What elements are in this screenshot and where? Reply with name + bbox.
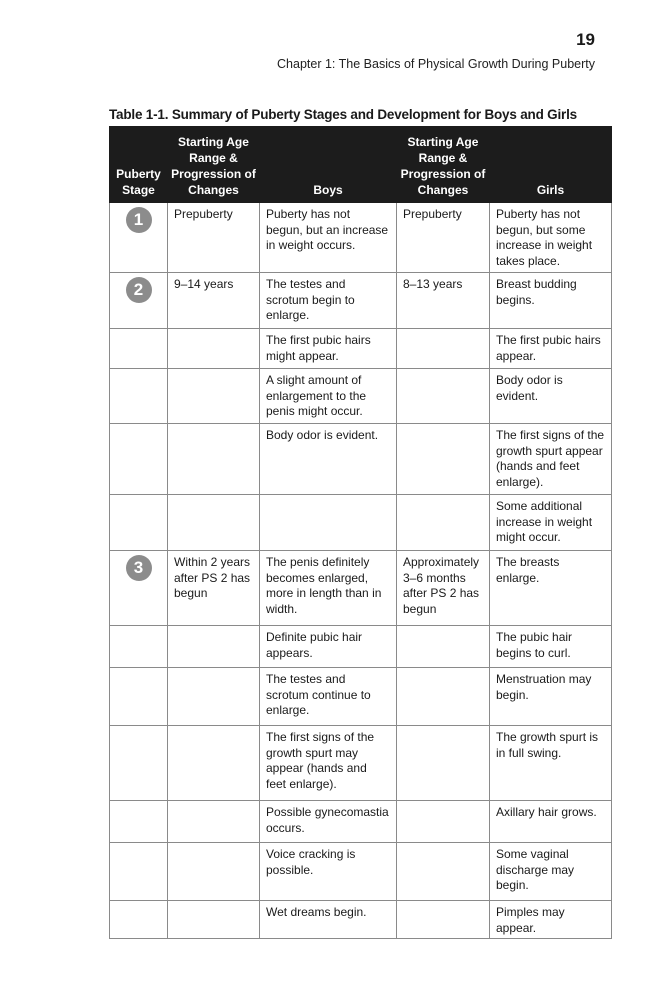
table-row bbox=[110, 626, 612, 668]
table-row bbox=[110, 495, 612, 551]
cell-girls-age bbox=[397, 801, 490, 843]
cell-girls-age bbox=[397, 626, 490, 668]
page-number: 19 bbox=[576, 30, 595, 49]
cell-girls: Body odor is evident. bbox=[490, 369, 612, 424]
stage-number-badge: 3 bbox=[126, 555, 152, 581]
table-row bbox=[110, 551, 612, 626]
table-row bbox=[110, 369, 612, 424]
cell-stage bbox=[110, 369, 168, 424]
cell-boys: Definite pubic hair appears. bbox=[260, 626, 397, 668]
cell-stage bbox=[110, 726, 168, 801]
cell-girls: Puberty has not begun, but some increase in weight takes place. bbox=[490, 203, 612, 273]
table-row bbox=[110, 843, 612, 901]
cell-boys-age bbox=[168, 495, 260, 551]
table-row bbox=[110, 901, 612, 939]
cell-stage bbox=[110, 329, 168, 369]
stage-number-badge: 1 bbox=[126, 207, 152, 233]
cell-stage bbox=[110, 668, 168, 726]
cell-boys: The first signs of the growth spurt may appear (hands and feet enlarge). bbox=[260, 726, 397, 801]
cell-girls: The first signs of the growth spurt appear (hands and feet enlarge). bbox=[490, 424, 612, 495]
cell-boys-age bbox=[168, 801, 260, 843]
table-header-row bbox=[110, 127, 612, 203]
header-boys: Boys bbox=[260, 127, 397, 203]
cell-girls-age: Approximately 3–6 months after PS 2 has begun bbox=[397, 551, 490, 626]
cell-stage bbox=[110, 495, 168, 551]
cell-boys: The testes and scrotum begin to enlarge. bbox=[260, 273, 397, 329]
cell-girls-age bbox=[397, 424, 490, 495]
cell-girls-age bbox=[397, 901, 490, 939]
running-head: Chapter 1: The Basics of Physical Growth During Puberty bbox=[277, 57, 595, 71]
cell-girls: The growth spurt is in full swing. bbox=[490, 726, 612, 801]
cell-girls: The pubic hair begins to curl. bbox=[490, 626, 612, 668]
cell-boys-age bbox=[168, 901, 260, 939]
cell-boys-age bbox=[168, 668, 260, 726]
table-caption: Table 1-1. Summary of Puberty Stages and Development for Boys and Girls bbox=[109, 107, 577, 122]
table-row bbox=[110, 203, 612, 273]
cell-boys: The first pubic hairs might appear. bbox=[260, 329, 397, 369]
cell-boys: Wet dreams begin. bbox=[260, 901, 397, 939]
cell-boys: Possible gynecomastia occurs. bbox=[260, 801, 397, 843]
cell-boys: The testes and scrotum continue to enlarge. bbox=[260, 668, 397, 726]
cell-boys-age: Within 2 years after PS 2 has begun bbox=[168, 551, 260, 626]
cell-boys-age bbox=[168, 726, 260, 801]
cell-stage bbox=[110, 424, 168, 495]
table-row bbox=[110, 801, 612, 843]
cell-stage bbox=[110, 203, 168, 273]
puberty-stages-table bbox=[109, 126, 612, 939]
header-girls-age-range: Starting Age Range & Progression of Changes bbox=[397, 127, 490, 203]
cell-boys-age bbox=[168, 626, 260, 668]
cell-girls-age bbox=[397, 495, 490, 551]
cell-girls: Axillary hair grows. bbox=[490, 801, 612, 843]
table-row bbox=[110, 726, 612, 801]
cell-boys-age bbox=[168, 329, 260, 369]
cell-girls: Breast budding begins. bbox=[490, 273, 612, 329]
cell-girls-age bbox=[397, 369, 490, 424]
cell-girls-age bbox=[397, 726, 490, 801]
cell-stage bbox=[110, 843, 168, 901]
cell-boys-age: Prepuberty bbox=[168, 203, 260, 273]
cell-girls-age: Prepuberty bbox=[397, 203, 490, 273]
header-puberty-stage: Puberty Stage bbox=[110, 127, 168, 203]
cell-boys: The penis definitely becomes enlarged, more in length than in width. bbox=[260, 551, 397, 626]
table-row bbox=[110, 668, 612, 726]
cell-boys-age: 9–14 years bbox=[168, 273, 260, 329]
cell-boys-age bbox=[168, 424, 260, 495]
cell-boys-age bbox=[168, 843, 260, 901]
cell-girls: Some vaginal discharge may begin. bbox=[490, 843, 612, 901]
cell-stage bbox=[110, 626, 168, 668]
cell-stage bbox=[110, 551, 168, 626]
cell-stage bbox=[110, 901, 168, 939]
table-row bbox=[110, 329, 612, 369]
table-row bbox=[110, 424, 612, 495]
cell-girls-age bbox=[397, 329, 490, 369]
table-row bbox=[110, 273, 612, 329]
cell-stage bbox=[110, 273, 168, 329]
cell-boys: A slight amount of enlargement to the penis might occur. bbox=[260, 369, 397, 424]
cell-boys: Body odor is evident. bbox=[260, 424, 397, 495]
cell-boys: Voice cracking is possible. bbox=[260, 843, 397, 901]
cell-girls-age bbox=[397, 843, 490, 901]
cell-boys bbox=[260, 495, 397, 551]
cell-boys-age bbox=[168, 369, 260, 424]
cell-girls: Some additional increase in weight might occur. bbox=[490, 495, 612, 551]
cell-girls: The breasts enlarge. bbox=[490, 551, 612, 626]
cell-girls: Pimples may appear. bbox=[490, 901, 612, 939]
cell-girls-age bbox=[397, 668, 490, 726]
table-body bbox=[110, 203, 612, 939]
cell-girls: Menstruation may begin. bbox=[490, 668, 612, 726]
cell-girls: The first pubic hairs appear. bbox=[490, 329, 612, 369]
cell-girls-age: 8–13 years bbox=[397, 273, 490, 329]
stage-number-badge: 2 bbox=[126, 277, 152, 303]
cell-boys: Puberty has not begun, but an increase in weight occurs. bbox=[260, 203, 397, 273]
header-boys-age-range: Starting Age Range & Progression of Changes bbox=[168, 127, 260, 203]
cell-stage bbox=[110, 801, 168, 843]
header-girls: Girls bbox=[490, 127, 612, 203]
